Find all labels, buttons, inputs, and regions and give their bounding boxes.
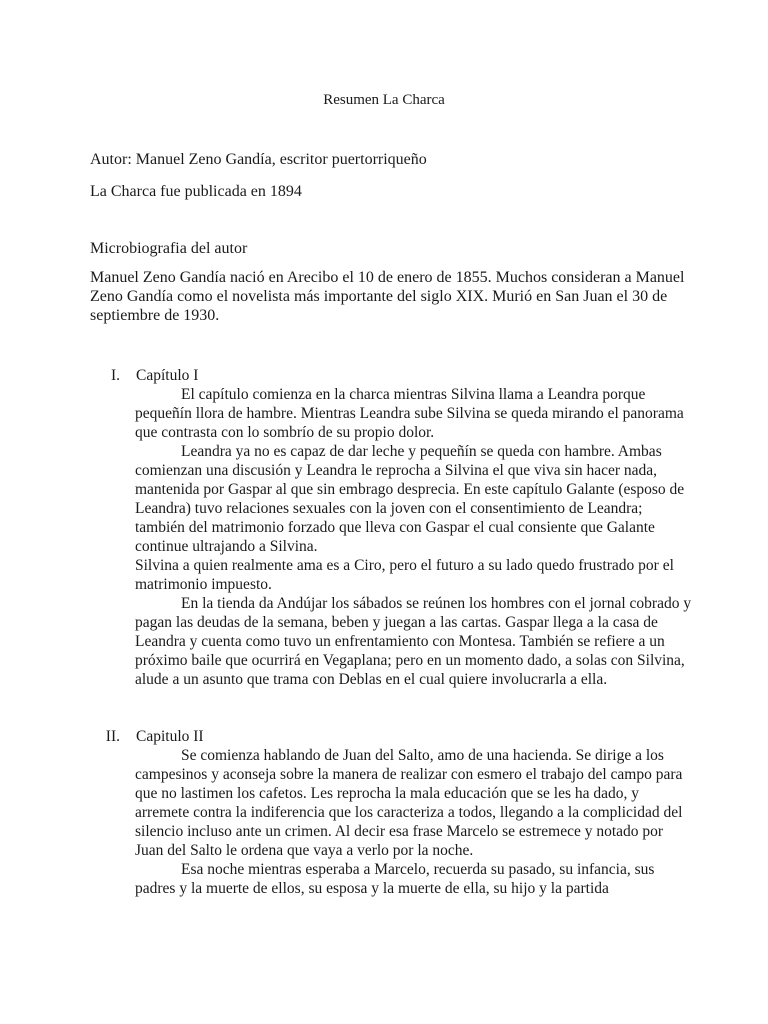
chapter-paragraph: Esa noche mientras esperaba a Marcelo, recuerda su pasado, su infancia, sus padres y la muerte de ellos, su esposa y la muerte de ella, su hijo y la partida [135,861,655,897]
bio-text: Manuel Zeno Gandía nació en Arecibo el 10 de enero de 1855. Muchos consideran a Manuel Zeno Gandía como el novelista más importante del siglo XIX. Murió en San Juan el 30 de septiembre de 1930. [90,269,685,324]
bio-heading: Microbiografia del autor [90,240,248,257]
chapter-body [135,385,695,689]
chapter-paragraph: En la tienda da Andújar los sábados se reúnen los hombres con el jornal cobrado y pagan las deudas de la semana, beben y juegan a las cartas. Gaspar llega a la casa de Leandra y cuenta como tuvo un enfrentamiento con Montesa. También se refiere a un próximo baile que ocurrirá en Vegaplana; pero en un momento dado, a solas con Silvina, alude a un asunto que trama con Deblas en el cual quiere involucrarla a ella. [135,595,692,688]
chapter-title: Capítulo I [136,367,199,384]
chapter-paragraph: Se comienza hablando de Juan del Salto, amo de una hacienda. Se dirige a los campesinos y aconseja sobre la manera de realizar con esmero el trabajo del campo para que no lastimen los cafetos. Les reprocha la mala educación que se les ha dado, y arremete contra la indiferencia que los caracteriza a todos, llegando a la complicidad del silencio incluso ante un crimen. Al decir esa frase Marcelo se estremece y notado por Juan del Salto le ordena que vaya a verlo por la noche. [135,747,683,859]
author-line: Autor: Manuel Zeno Gandía, escritor puertorriqueño [90,151,427,168]
chapter-number: I. [110,367,120,384]
chapter-body [135,746,695,898]
chapter-title: Capitulo II [136,728,204,745]
chapter-paragraph: El capítulo comienza en la charca mientras Silvina llama a Leandra porque pequeñín llora de hambre. Mientras Leandra sube Silvina se queda mirando el panorama que contrasta con lo sombrío de su propio dolor. [135,386,684,441]
chapter-paragraph: Leandra ya no es capaz de dar leche y pequeñín se queda con hambre. Ambas comienzan una discusión y Leandra le reprocha a Silvina el que viva sin hacer nada, mantenida por Gaspar al que sin embrago desprecia. En este capítulo Galante (esposo de Leandra) tuvo relaciones sexuales con la joven con el consentimiento de Leandra; también del matrimonio forzado que lleva con Gaspar el cual consiente que Galante continue ultrajando a Silvina. [135,443,685,555]
publication-line: La Charca fue publicada en 1894 [90,183,302,200]
page-title: Resumen La Charca [323,92,445,108]
chapter-paragraph: Silvina a quien realmente ama es a Ciro, pero el futuro a su lado quedo frustrado por el matrimonio impuesto. [135,557,674,593]
chapter-number: II. [105,728,120,745]
